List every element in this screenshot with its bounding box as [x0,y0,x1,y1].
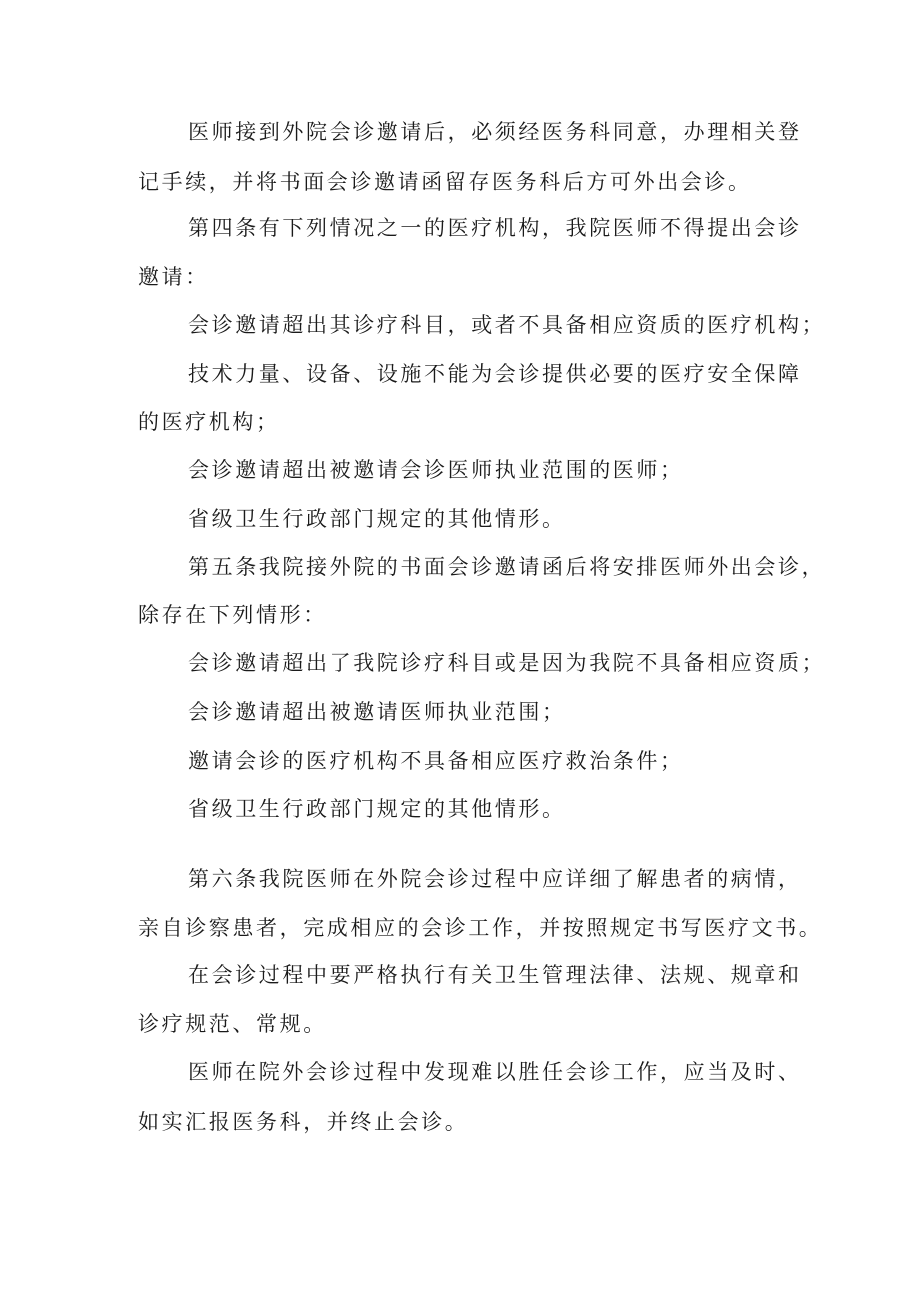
text-line: 省级卫生行政部门规定的其他情形。 [188,797,566,821]
text-line: 亲自诊察患者，完成相应的会诊工作，并按照规定书写医疗文书。 [138,916,823,940]
text-line: 会诊邀请超出被邀请医师执业范围； [188,700,566,724]
text-line: 邀请： [138,265,209,289]
text-line: 医师接到外院会诊邀请后，必须经医务科同意，办理相关登 [188,120,802,144]
text-line: 除存在下列情形： [138,603,327,627]
text-line: 第五条我院接外院的书面会诊邀请函后将安排医师外出会诊， [188,555,826,579]
text-line: 的医疗机构； [138,410,280,434]
text-line: 会诊邀请超出了我院诊疗科目或是因为我院不具备相应资质； [188,651,826,675]
text-line: 医师在院外会诊过程中发现难以胜任会诊工作，应当及时、 [188,1060,802,1084]
text-line: 诊疗规范、常规。 [138,1012,327,1036]
text-line: 第四条有下列情况之一的医疗机构，我院医师不得提出会诊 [188,216,802,240]
text-line: 第六条我院医师在外院会诊过程中应详细了解患者的病情， [188,867,802,891]
text-line: 记手续，并将书面会诊邀请函留存医务科后方可外出会诊。 [138,170,752,194]
text-line: 会诊邀请超出其诊疗科目，或者不具备相应资质的医疗机构； [188,313,826,337]
text-line: 邀请会诊的医疗机构不具备相应医疗救治条件； [188,749,684,773]
text-line: 技术力量、设备、设施不能为会诊提供必要的医疗安全保障 [188,362,802,386]
text-line: 如实汇报医务科，并终止会诊。 [138,1110,469,1134]
text-line: 会诊邀请超出被邀请会诊医师执业范围的医师； [188,458,684,482]
text-line: 省级卫生行政部门规定的其他情形。 [188,507,566,531]
text-line: 在会诊过程中要严格执行有关卫生管理法律、法规、规章和 [188,963,802,987]
